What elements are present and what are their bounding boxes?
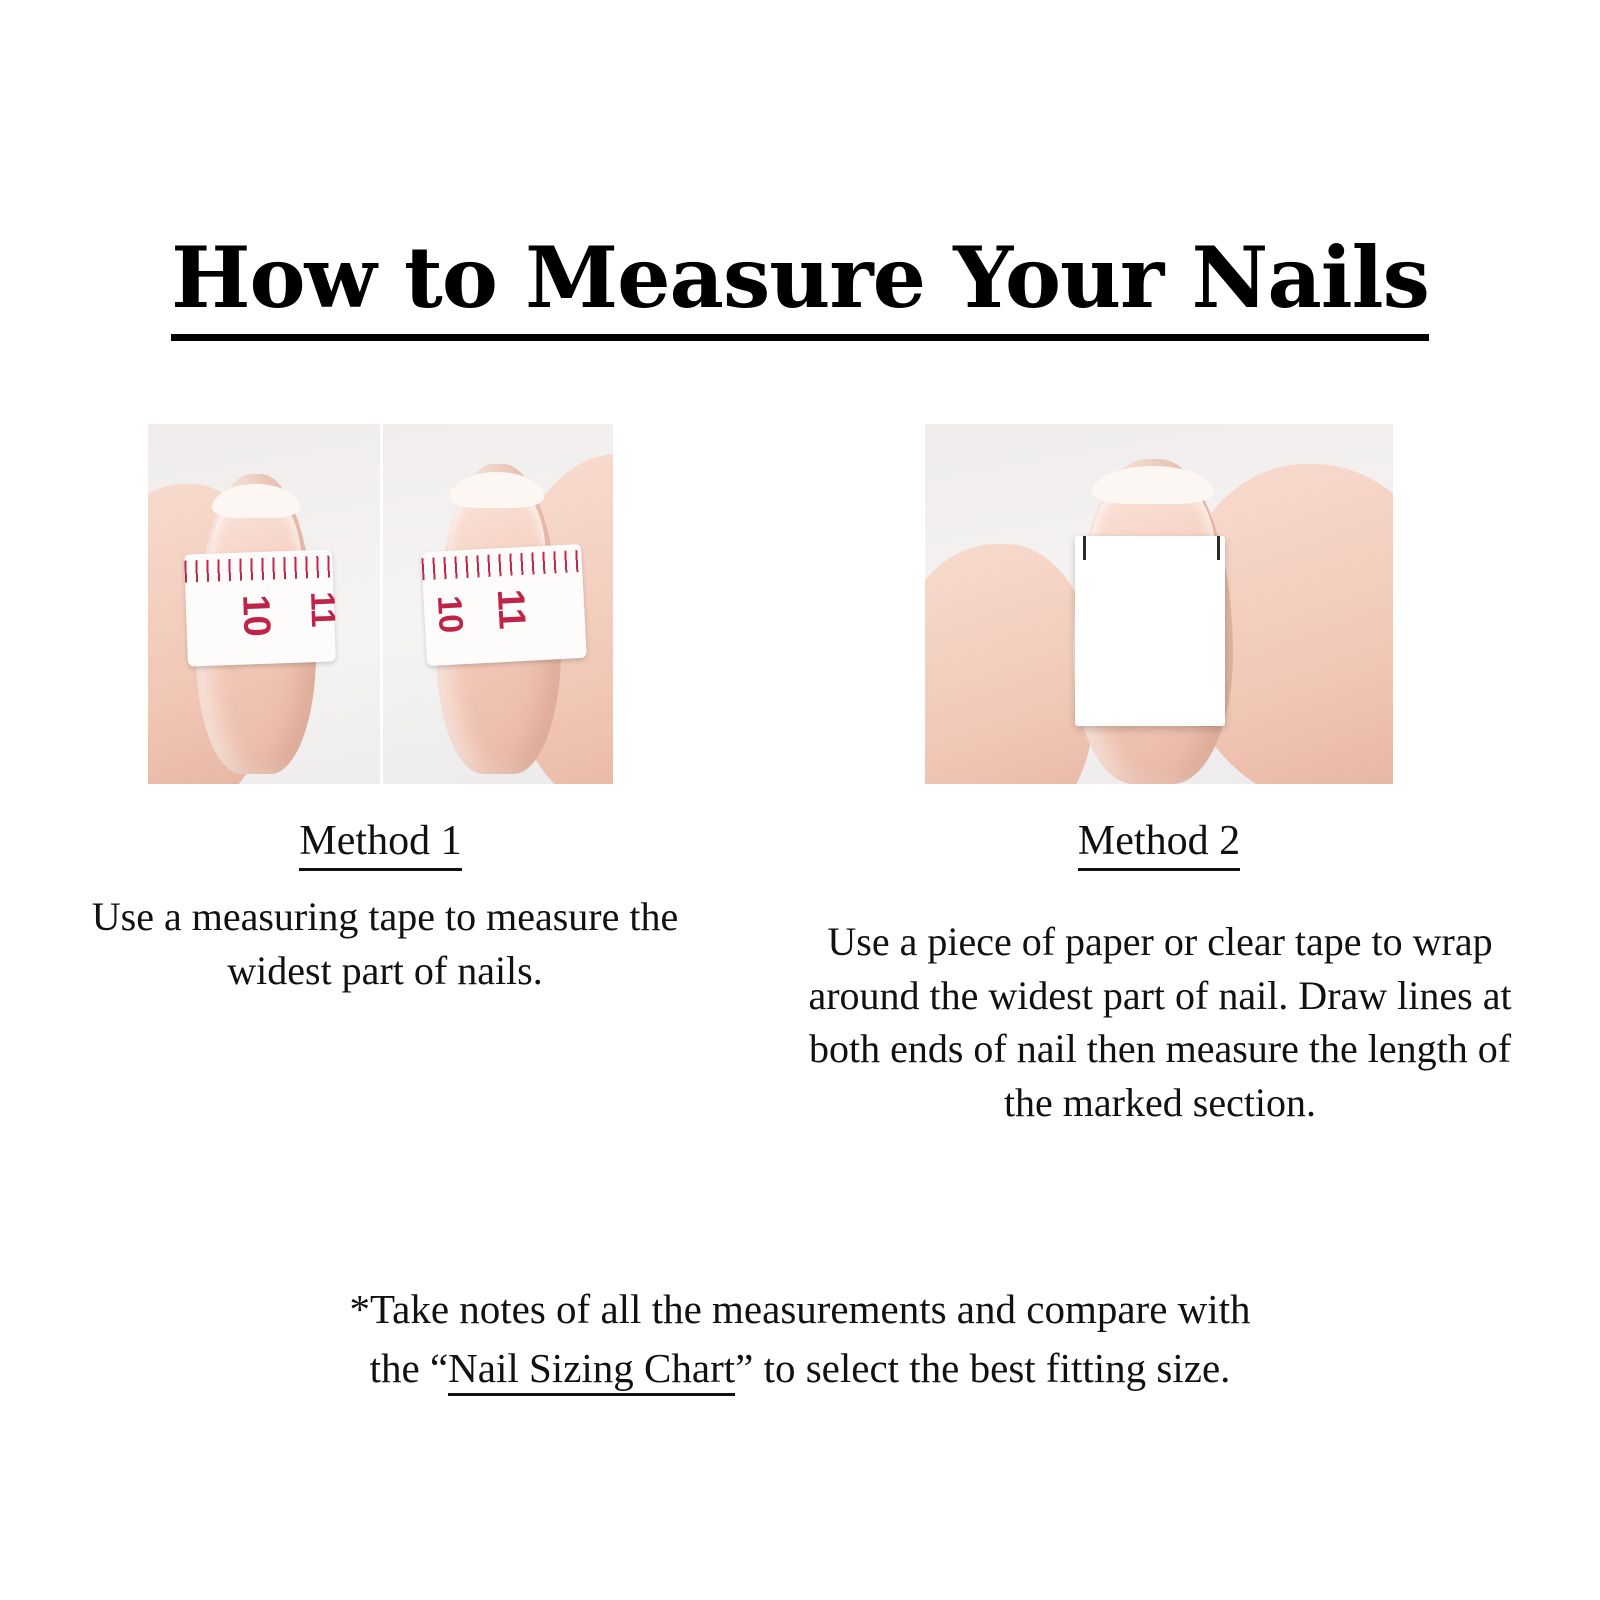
page-title: How to Measure Your Nails: [171, 236, 1429, 341]
footnote: [180, 1280, 1420, 1399]
tape-ticks: [421, 550, 582, 580]
pen-mark-right: [1217, 536, 1220, 560]
measuring-tape-band: [421, 544, 587, 666]
tape-number: 11: [488, 587, 533, 631]
method-2-label: Method 2: [1078, 818, 1240, 871]
footnote-line-2: [180, 1339, 1420, 1398]
footnote-line-1: *Take notes of all the measurements and compare with: [349, 1286, 1251, 1332]
photos-row: [0, 424, 1600, 794]
method-2-image: [925, 424, 1393, 784]
measuring-tape-band: [184, 549, 343, 666]
tape-ticks: [184, 555, 333, 582]
footnote-line-2-before: the “: [369, 1345, 449, 1392]
method-1-description: Use a measuring tape to measure the widest part of nails.: [91, 894, 679, 993]
nail-sizing-chart-link[interactable]: Nail Sizing Chart: [448, 1345, 735, 1396]
footnote-line-2-after: ” to select the best fitting size.: [735, 1345, 1231, 1392]
paper-strip: [1075, 536, 1225, 726]
tape-number: 11: [302, 590, 343, 628]
method-2-description: Use a piece of paper or clear tape to wrap around the widest part of nail. Draw lines at both ends of nail then measure the length of the marked section.: [808, 919, 1512, 1125]
tape-number: 10: [234, 593, 278, 638]
method-1-label: Method 1: [299, 818, 461, 871]
method-1-label-wrap: [148, 818, 613, 864]
method-1-image: [148, 424, 613, 784]
photo-divider: [380, 424, 383, 784]
page-title-wrap: [0, 228, 1600, 341]
method-2-label-wrap: [925, 818, 1393, 864]
tape-number: 10: [429, 594, 470, 635]
pen-mark-left: [1083, 536, 1086, 560]
